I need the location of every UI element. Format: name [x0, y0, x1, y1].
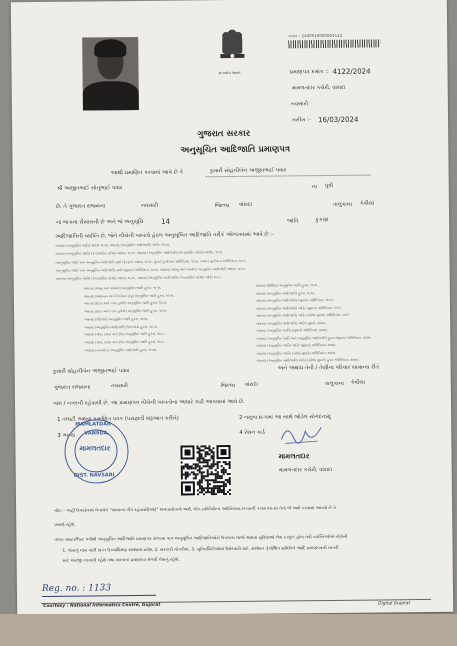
taluka2: કેવીયા	[350, 379, 366, 386]
order-item: બંધારણ (દાદરા અને નગર હવેલી) અનુસૂચિત જાતિ હુકમ, ૧૯૬૨,	[83, 301, 168, 306]
tribe-label: જાતિ	[287, 218, 299, 225]
order-item: બંધારણ (અનુસૂચિત આદિજાતિ) ઓર્ડર (સુધારા) અધિનિયમ, ૧૯૯૧,	[255, 305, 342, 311]
taluka: કેવીયા	[359, 200, 375, 207]
para3-line-2: 1. પોતાનું નામ પાછી પ્રાપ્ત ઉચ્ચશિક્ષણ સંસ્થામાં પ્રવેશ, 2. સરકારી નોકરીમાં, 3. યુનિવર્સિટીઓમાં ઉમેદવારી માટે, સંશોધન ફેલોશિપ સમિતિને આદિ પ્રમાણપત્રની ખાતરી	[62, 544, 339, 553]
district-label: જિલ્લા	[214, 203, 230, 210]
district2: વાંસદા	[244, 381, 259, 388]
paragraph-1: આદિજાતિની વ્યક્તિ છે, જેને નીચેની બાબતો હેઠળ અનુસૂચિત આદિજાતિ તરીકે ઓળખવામાં આવે છે :-	[55, 231, 274, 240]
table-surface	[0, 614, 457, 646]
basis-3: 3 અન્ય	[57, 432, 76, 439]
state-label: છે, તે ગુજરાત રાજ્યના	[55, 203, 106, 210]
order-item: બંધારણ (નાગાલેન્ડ) અનુસૂચિત આદિજાતિ હુકમ, ૧૯૭૦,	[84, 347, 158, 353]
underline	[206, 175, 371, 178]
basis-2: 2 નમૂના ૪-ગમાં આ સાથે જોડેલ સોગંદનામું	[239, 413, 331, 421]
applicant-name-repeat: કુમારી સોહનીબેન અજીતભાઈ પવાર	[52, 368, 130, 375]
taluka-label: તાલુકાના	[332, 201, 353, 208]
order-item: બંધારણ (જમ્મુ અને કાશ્મીર) અનુસૂચિત જાતિ હુકમ, ૧૯૫૬,	[83, 285, 162, 291]
father-name: શ્રી અજીતભાઈ સોનુભાઈ પવાર	[56, 185, 123, 192]
tribe: કુકણા	[315, 216, 329, 224]
order-item: બંધારણ (અનુસૂચિત જાતિ) ઓર્ડર (સુધારા) અધિનિયમ, ૨૦૦૨,	[256, 342, 337, 348]
seal-ring-bottom: DIST. NAVSARI	[73, 472, 115, 479]
order-item: બંધારણ (અનુસૂચિત જાતિ અને અનુસૂચિત આદિજાતિ) હુકમ (સુધારા) અધિનિયમ, ૨૦૦૨,	[256, 335, 372, 341]
relation-label: ના	[311, 184, 318, 191]
reg-underline	[42, 595, 156, 597]
order-item: બંધારણ (આંદામાન અને નિકોબાર ટાપુ) અનુસૂચિત જાતિ હુકમ, ૧૯૫૯,	[83, 293, 175, 299]
note-line-1: નોંધ :- અહીં ઉપયોગમાં લેવાયેલ "સામાન્ય રીતે રહેવાસી(ઓ)" શબ્દપ્રયોગનો અર્થ, લોક-પ્રતિનિધિત્વ અધિનિયમ,૧૯૫૦ની કલમ ૨૦-માં તેનો જે અર્થ કરવામાં આવ્યો છે તે	[54, 504, 336, 513]
signatory-office: મામલતદાર કચેરી, વાંસદા	[278, 466, 333, 474]
applicant-photo	[82, 37, 139, 111]
schedule-label: ના ભાગના સૈયારાની છે અને જે અનુસૂચિ	[56, 218, 144, 226]
gov-title: ગુજરાત સરકાર	[197, 128, 251, 140]
cert-no: 4122/2024	[332, 67, 371, 76]
note-line-2: પ્રમાણે રહેશે.	[54, 521, 76, 527]
taluka2-label: તાલુકાના	[324, 380, 344, 388]
seal-ring-top: MAMLATDAR	[75, 421, 112, 428]
official-seal	[64, 419, 129, 484]
order-item: બંધારણ (ગોવા, દમણ અને દીવ) અનુસૂચિત જાતિ હુકમ, ૧૯૬૮,	[84, 339, 166, 345]
intro-label: આથી પ્રમાણિત કરવામાં આવે છે કે	[110, 169, 184, 177]
legal-text-line: (અનુસૂચિત જાતિ અને અનુસૂચિત આદિજાતિ) યાદી (સુધારા) અધિનિયમ, ૧૯૭૬, બંધારણ (જમ્મુ અને કાશ્મીર) અનુસૂચિત આદિજાતિ આદેશ, ૧૯૮૯,	[55, 266, 246, 273]
legal-text-line: બંધારણ (અનુસૂચિત જાતિ) આદેશ ૧૯૫૦, બંધારણ (અનુસૂચિત આદિજાતિ) ઓર્ડર, ૧૯૫૦,	[55, 242, 171, 248]
digital-gujarat: Digital Gujarat	[378, 601, 411, 607]
certificate-title: અનુસૂચિત આદિજાતિ પ્રમાણપત્ર	[180, 144, 291, 156]
order-item: બંધારણ (અનુસૂચિત આદિજાતિ) હુકમ, ૧૯૭૮,	[255, 290, 316, 296]
village: નવસારી	[140, 202, 159, 209]
para3-line-3: માટે અરજી કરવાની રહેશે તથા માન્યતા પ્રમાણપત્ર મેળવી લેવાનું રહેશે.	[62, 556, 180, 563]
order-item: બંધારણ (અનુસૂચિત આદિજાતિ) આદેશ સુધારો, ૨૦૦૨,	[256, 320, 327, 326]
emblem-caption: સત્યમેવ જયતે	[218, 70, 241, 76]
order-item: બંધારણ (અનુસૂચિત આદિજાતિ) ઉત્તરપ્રદેશ હુકમ, ૧૯૬૭,	[84, 324, 158, 330]
certificate-paper	[11, 0, 453, 616]
order-item: બંધારણ (અનુસૂચિત આદિજાતિ) (સુધારો) અધિનિયમ, ૧૯૯૦,	[255, 297, 334, 303]
relation: પુત્રી	[324, 182, 333, 190]
office-name: મામલતદાર કચેરી, વાંસદા	[291, 84, 346, 92]
seal-ring-mid: VANSDA	[84, 430, 108, 437]
order-item: બંધારણ (અનુસૂચિત જાતિ) (સુધારો) અધિનિયમ, ૨૦૦૨,	[256, 327, 328, 333]
order-item: બંધારણ (દાદરા અને નગર હવેલી) અનુસૂચિત જાતિ હુકમ, ૧૯૬૨,	[84, 308, 168, 314]
schedule-no: 14	[161, 217, 171, 226]
seal-center: મામલતદાર	[79, 444, 111, 453]
registration-number: Reg. no. : 1133	[41, 583, 112, 595]
barcode-number: ક્રમાંક : 2400019000004122	[288, 32, 343, 39]
basis-4: 4 રેશન કાર્ડ	[239, 429, 265, 436]
para3-line-1: વલય માસ્ટરલિસ્ટ પત્રીથી અનુસૂચિત આદિજાતિ પ્રમાણપત્ર મેળવવા પાત્ર અનુસૂચિત આદિજાતિઓને ઉપલબ્ધ લાભો અથવા સુવિધાઓ લેવા ઇચ્છુક હોય તેવી વ્યક્તિઓએ નીચેની	[54, 533, 348, 542]
basis-1: 1 તલાટી અથવા પ્રમાણિત પત્રક (પરાજ્ઞતી શરૂઆત કરીને)	[57, 415, 179, 423]
signatory-title: મામલતદાર	[278, 452, 310, 461]
district2-label: જિલ્લા	[220, 382, 236, 390]
legal-text-line: બંધારણ (અનુસૂચિત જાતિ) (કેન્દ્રશાસિત પ્રદેશો) આદેશ, ૧૯૭૮, બંધારણ (અનુસૂચિત આદિજાતિ) (કેન્દ્રશાસિત પ્રદેશો) ઓર્ડર ૧૯૬૮,	[55, 275, 222, 282]
barcode	[288, 39, 380, 48]
state-emblem-icon	[214, 28, 250, 70]
paragraph-2: ગામ / નગરની રહેવાસી છે. આ પ્રમાણપત્ર નીચેની બાબતોના આધારે કાઢી આપવામાં આવે છે.	[52, 398, 245, 407]
order-item: બંધારણ (પોંડિચેરી) અનુસૂચિત જાતિ હુકમ, ૧૯૬૪,	[84, 316, 149, 322]
order-item: બંધારણ (અનુસૂચિત આદિજાતિ) ઓર્ડર (બીજો સુધારો) અધિનિયમ, ૧૯૯૧	[256, 312, 350, 318]
date-label: તારીખ :-	[292, 117, 311, 124]
legal-text-line: બંધારણ (અનુસૂચિત જાતિ) (કેન્દ્રશાસિત પ્રદેશો) આદેશ, ૧૯૫૧, બંધારણ (અનુસૂચિત આદિજાતિ) (કેન્દ્રશાસિત પ્રદેશો) આદેશ, ૧૯૫૧,	[55, 250, 224, 257]
place: નવસારી	[290, 101, 309, 108]
qr-code	[180, 445, 231, 496]
district: વાંસદા	[238, 201, 253, 208]
date: 16/03/2024	[318, 115, 359, 125]
order-item: બંધારણ (અનુસૂચિત જાતિ) (બીજો સુધારો) અધિનિયમ, ૨૦૦૨,	[256, 350, 337, 356]
cert-no-label: પ્રમાણપત્ર ક્રમાંક ::	[289, 68, 329, 76]
legal-text-line: (અનુસૂચિત જાતિ અને અનુસૂચિત આદિજાતિ યાદી (ફેરફાર) આદેશ, ૧૯૫૬, મુંબઈ પુનર્રચના અધિનિયમ, ૧૯૬૦, પંજાબ પુનર્રચના અધિનિયમ, ૧૯૬૬,	[55, 258, 247, 265]
order-item: બંધારણ (સિક્કિમ) અનુસૂચિત જાતિ હુકમ, ૧૯૭૮,	[255, 283, 319, 288]
order-item: બંધારણ (અનુસૂચિત આદિજાતિ) ઓર્ડર (બીજો સુધારો) હુકમ અધિનિયમ, ૨૦૦૨,	[256, 357, 360, 363]
state2-label: ગુજરાત રાજ્યના	[53, 384, 91, 391]
family-text: અને અથવા તેની / તેણીના પરિવાર સામાન્ય રીતે	[277, 364, 379, 372]
village2: નવસારી	[110, 383, 128, 390]
applicant-name: કુમારી સોહનીબેન અજીતભાઈ પવાર	[209, 167, 287, 175]
signature-scribble	[277, 419, 325, 450]
order-item: બંધારણ (ગોવા, દમણ અને દીવ) અનુસૂચિત જાતિ હુકમ, ૧૯૬૮,	[84, 331, 165, 337]
courtesy: Courtesy : National Informatics Centre, Gujarat	[43, 602, 161, 609]
